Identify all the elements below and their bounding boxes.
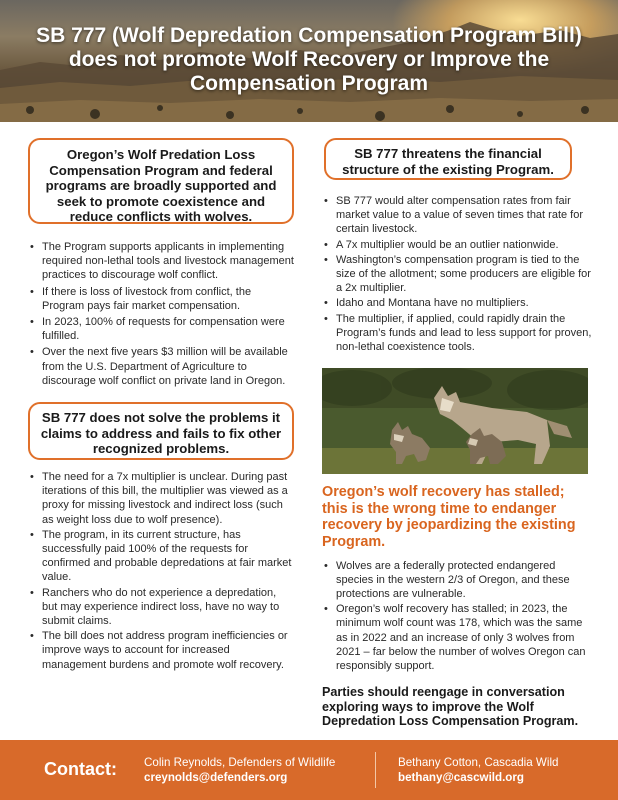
program-support-list <box>28 240 294 388</box>
hero-banner <box>0 0 618 122</box>
financial-threat-heading: SB 777 threatens the financial structure of the existing Program. <box>324 138 572 180</box>
wolf-illustration <box>322 368 588 474</box>
list-item: • SB 777 would alter compensation rates from fair market value to a value of seven times that rate for certain livestock. <box>322 194 594 237</box>
contact-label: Contact: <box>44 759 117 779</box>
problems-heading: SB 777 does not solve the problems it claims to address and fails to fix other recognized problems. <box>28 402 294 460</box>
call-to-action: Parties should reengage in conversation exploring ways to improve the Wolf Depredation Loss Compensation Program. <box>322 685 579 729</box>
contact-card-cascadia <box>398 755 558 785</box>
list-item: • Over the next five years $3 million will be available from the U.S. Department of Agriculture to discourage wolf conflict on private land in Oregon. <box>28 345 294 388</box>
contact-email-link[interactable]: creynolds@defenders.org <box>144 771 288 784</box>
financial-threat-list <box>322 194 594 354</box>
list-item: • Washington’s compensation program is tied to the size of the allotment; some producers are eligible for a 2x multiplier. <box>322 253 594 296</box>
contact-name: Colin Reynolds, Defenders of Wildlife <box>144 756 336 769</box>
wolf-family-photo <box>322 368 588 474</box>
list-item: • Ranchers who do not experience a depredation, but may experience indirect loss, have no way to submit claims. <box>28 586 294 629</box>
recovery-list <box>322 559 594 674</box>
page-title: SB 777 (Wolf Depredation Compensation Program Bill) does not promote Wolf Recovery or Improve the Compensation Program <box>36 24 582 95</box>
list-item: • A 7x multiplier would be an outlier nationwide. <box>322 238 594 252</box>
footer-divider <box>375 752 376 788</box>
list-item: • In 2023, 100% of requests for compensation were fulfilled. <box>28 315 294 343</box>
left-column <box>28 138 294 673</box>
recovery-stalled-heading: Oregon’s wolf recovery has stalled; this is the wrong time to endanger recovery by jeopardizing the existing Program. <box>322 484 576 551</box>
list-item: • Wolves are a federally protected endangered species in the western 2/3 of Oregon, and these protections are vulnerable. <box>322 559 594 602</box>
right-column <box>322 138 594 729</box>
contact-card-defenders <box>144 755 335 785</box>
list-item: • The program, in its current structure, has successfully paid 100% of the requests for confirmed and probable depredations at fair market value. <box>28 528 294 585</box>
list-item: • The need for a 7x multiplier is unclear. During past iterations of this bill, the multiplier was viewed as a proxy for missing livestock and indirect loss (such as weight loss due to wolf presence). <box>28 470 294 527</box>
list-item: • Oregon’s wolf recovery has stalled; in 2023, the minimum wolf count was 178, which was the same as in 2022 and an increase of only 3 wolves from 2021 – far below the number of wolves Oregon can responsibly support. <box>322 602 594 673</box>
problems-list <box>28 470 294 672</box>
contact-email-link[interactable]: bethany@cascwild.org <box>398 771 524 784</box>
program-support-heading: Oregon’s Wolf Predation Loss Compensation Program and federal programs are broadly supported and seek to promote coexistence and reduce conflicts with wolves. <box>28 138 294 224</box>
list-item: • Idaho and Montana have no multipliers. <box>322 296 594 310</box>
contact-footer <box>0 740 618 800</box>
contact-name: Bethany Cotton, Cascadia Wild <box>398 756 559 769</box>
list-item: • The multiplier, if applied, could rapidly drain the Program’s funds and lead to less support for proven, non-lethal coexistence tools. <box>322 312 594 355</box>
list-item: • The Program supports applicants in implementing required non-lethal tools and livestock management practices to discourage wolf conflict. <box>28 240 294 283</box>
list-item: • The bill does not address program inefficiencies or improve ways to account for increased management burdens and promote wolf recovery. <box>28 629 294 672</box>
list-item: • If there is loss of livestock from conflict, the Program pays fair market compensation. <box>28 285 294 313</box>
